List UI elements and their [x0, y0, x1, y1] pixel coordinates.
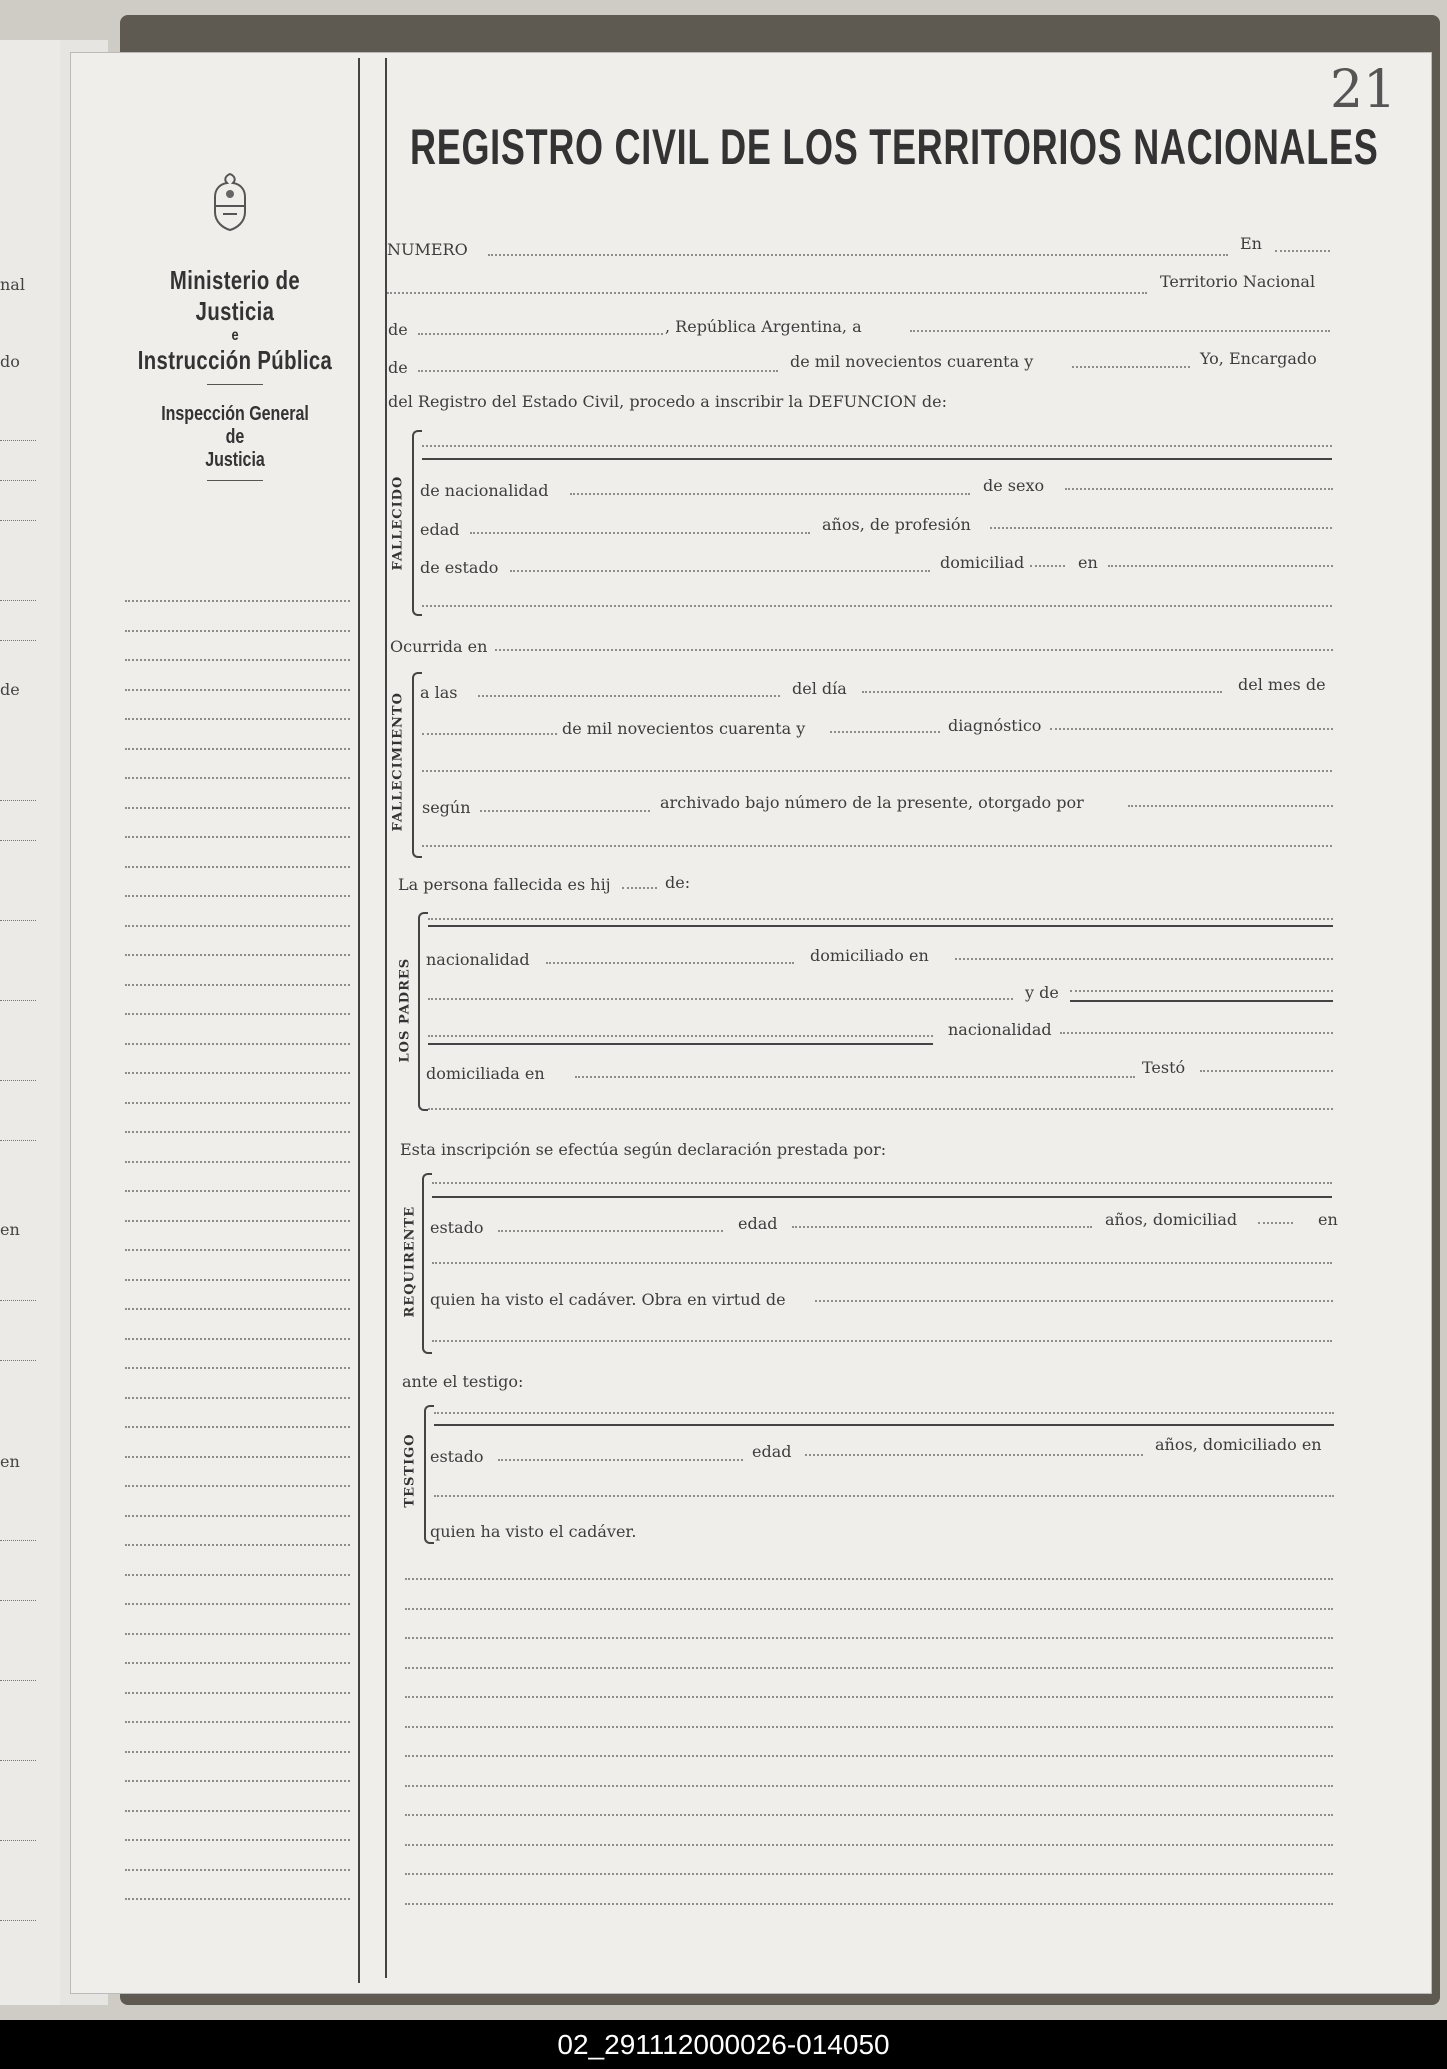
margin-ruled-line [125, 1220, 350, 1222]
segun-label: según [422, 798, 471, 817]
republica-label: , República Argentina, a [665, 317, 862, 336]
notes-ruled-line[interactable] [405, 1637, 1333, 1639]
margin-ruled-line [125, 1603, 350, 1605]
prev-page-fragment: de [0, 680, 20, 699]
margin-ruled-line [125, 1279, 350, 1281]
territorio-label: Territorio Nacional [1160, 272, 1316, 291]
prev-page-fragment: en [0, 1452, 20, 1471]
ministry-name-line: Instrucción Pública [137, 345, 333, 375]
mes-field[interactable] [418, 370, 778, 372]
margin-ruled-line [125, 1249, 350, 1251]
domicilio-requirente-field[interactable] [432, 1262, 1332, 1264]
inspection-line: Justicia [205, 449, 265, 471]
margin-ruled-line [125, 1043, 350, 1045]
yo-encargado-label: Yo, Encargado [1200, 349, 1317, 368]
hij-suffix-field[interactable] [622, 887, 657, 889]
numero-field[interactable] [488, 254, 1228, 256]
margin-ruled-line [125, 1869, 350, 1871]
margin-ruled-line [125, 954, 350, 956]
margin-ruled-line [125, 1751, 350, 1753]
page-number: 21 [1330, 60, 1397, 120]
en-label: En [1240, 234, 1262, 253]
margin-ruled-line [125, 1485, 350, 1487]
de-field[interactable] [418, 333, 663, 335]
fallecido-extra-field[interactable] [422, 605, 1332, 607]
edad-label: edad [420, 520, 460, 539]
padre-name-field[interactable] [428, 918, 1333, 920]
domiciliado-testigo-label: años, domiciliado en [1155, 1435, 1322, 1454]
notes-ruled-line[interactable] [405, 1785, 1333, 1787]
obra-virtud-label: quien ha visto el cadáver. Obra en virtud de [430, 1290, 786, 1309]
estado-label: de estado [420, 558, 499, 577]
margin-ruled-line [125, 1633, 350, 1635]
margin-ruled-line [125, 600, 350, 602]
scan-identifier: 02_291112000026-014050 [0, 2020, 1447, 2069]
margin-ruled-line [125, 630, 350, 632]
margin-ruled-line [125, 1898, 350, 1900]
margin-ruled-line [125, 1161, 350, 1163]
en-field[interactable] [1275, 250, 1330, 252]
margin-ruled-line [125, 1308, 350, 1310]
padres-section-label: LOS PADRES [397, 957, 413, 1063]
quien-visto-label: quien ha visto el cadáver. [430, 1522, 637, 1541]
domiciliad-suffix-field[interactable] [1030, 565, 1065, 567]
margin-ruled-line [125, 1072, 350, 1074]
persona-hij-label: La persona fallecida es hij [398, 875, 611, 894]
de-colon-label: de: [665, 873, 691, 892]
notes-ruled-line[interactable] [405, 1844, 1333, 1846]
mes-fallecimiento-field[interactable] [422, 733, 557, 735]
profesion-field[interactable] [990, 527, 1332, 529]
margin-ruled-line [125, 1456, 350, 1458]
edad-testigo-field[interactable] [805, 1454, 1143, 1456]
a-las-label: a las [420, 683, 458, 702]
esta-inscripcion-label: Esta inscripción se efectúa según declaración prestada por: [400, 1140, 887, 1159]
inspection-line: de [225, 426, 245, 448]
margin-ruled-line [125, 777, 350, 779]
otorgado-extra-field[interactable] [422, 845, 1332, 847]
requirente-extra-field[interactable] [432, 1340, 1332, 1342]
ocurrida-label: Ocurrida en [390, 637, 488, 656]
edad-testigo-label: edad [752, 1442, 792, 1461]
prev-page-fragment: nal [0, 275, 25, 294]
domiciliada-label: domiciliada en [426, 1064, 545, 1083]
edad-field[interactable] [470, 532, 810, 534]
margin-ruled-line [125, 1397, 350, 1399]
nacionalidad-field[interactable] [570, 493, 970, 495]
coat-of-arms-icon [205, 170, 255, 232]
sexo-field[interactable] [1065, 488, 1333, 490]
en-label-2: en [1078, 553, 1098, 572]
domicilio-padre-field[interactable] [955, 958, 1333, 960]
madre-rule [1070, 1000, 1333, 1002]
notes-ruled-line[interactable] [405, 1696, 1333, 1698]
del-mes-label: del mes de [1238, 675, 1326, 694]
otorgado-field[interactable] [1128, 805, 1333, 807]
de-label: de [388, 320, 408, 339]
domicilio-testigo-field[interactable] [434, 1495, 1334, 1497]
requirente-name-field[interactable] [432, 1182, 1332, 1184]
margin-ruled-line [125, 1131, 350, 1133]
notes-ruled-line[interactable] [405, 1755, 1333, 1757]
de-mil-label-2: de mil novecientos cuarenta y [562, 719, 806, 738]
segun-field[interactable] [480, 810, 650, 812]
fallecido-section-label: FALLECIDO [390, 475, 406, 571]
notes-ruled-line[interactable] [405, 1814, 1333, 1816]
estado-testigo-field[interactable] [498, 1459, 743, 1461]
ministry-name-line: Ministerio de Justicia [169, 265, 301, 326]
ano-field[interactable] [1072, 366, 1190, 368]
edad-requirente-field[interactable] [792, 1226, 1092, 1228]
de-label-2: de [388, 358, 408, 377]
dia-field[interactable] [862, 691, 1222, 693]
hora-field[interactable] [478, 695, 780, 697]
padres-extra-field[interactable] [428, 1108, 1333, 1110]
margin-ruled-line [125, 1426, 350, 1428]
margin-ruled-line [125, 807, 350, 809]
margin-ruled-line [125, 1190, 350, 1192]
profesion-label: años, de profesión [822, 515, 971, 534]
page-title: REGISTRO CIVIL DE LOS TERRITORIOS NACIONALES [410, 119, 1379, 175]
del-dia-label: del día [792, 679, 847, 698]
margin-ruled-line [125, 1721, 350, 1723]
testigo-name-field[interactable] [434, 1412, 1334, 1414]
requirente-rule [432, 1196, 1332, 1198]
obra-virtud-field[interactable] [815, 1300, 1333, 1302]
madre-name-field[interactable] [1070, 990, 1333, 992]
domiciliad-requirente-suffix-field[interactable] [1258, 1222, 1293, 1224]
notes-ruled-line[interactable] [405, 1726, 1333, 1728]
de-mil-label: de mil novecientos cuarenta y [790, 352, 1034, 371]
fallecido-name-field[interactable] [422, 445, 1332, 447]
diagnostico-extra-field[interactable] [422, 770, 1332, 772]
margin-ruled-line [125, 836, 350, 838]
margin-ruled-line [125, 866, 350, 868]
nacionalidad-madre-field[interactable] [1060, 1032, 1333, 1034]
domiciliad-label: domiciliad [940, 553, 1025, 572]
margin-ruled-line [125, 1839, 350, 1841]
notes-ruled-line[interactable] [405, 1578, 1333, 1580]
prev-page-fragment: do [0, 352, 20, 371]
margin-ruled-line [125, 748, 350, 750]
previous-page-edge [0, 40, 62, 2005]
requirente-section-label: REQUIRENTE [402, 1205, 418, 1318]
domicilio-madre-field[interactable] [575, 1076, 1135, 1078]
margin-ruled-line [125, 1338, 350, 1340]
ocurrida-field[interactable] [495, 649, 1333, 651]
domiciliado-label: domiciliado en [810, 946, 929, 965]
numero-label: NUMERO [387, 240, 468, 259]
margin-ruled-line [125, 1013, 350, 1015]
margin-ruled-line [125, 1367, 350, 1369]
del-registro-label: del Registro del Estado Civil, procedo a inscribir la DEFUNCION de: [388, 392, 948, 411]
estado-field[interactable] [510, 570, 930, 572]
diagnostico-label: diagnóstico [948, 716, 1042, 735]
ano-fallecimiento-field[interactable] [830, 731, 940, 733]
ante-testigo-label: ante el testigo: [402, 1372, 524, 1391]
testigo-section-label: TESTIGO [402, 1433, 418, 1508]
edad-requirente-label: edad [738, 1214, 778, 1233]
margin-ruled-line [125, 1662, 350, 1664]
archivado-label: archivado bajo número de la presente, otorgado por [660, 793, 1084, 812]
nacionalidad-padre-field[interactable] [546, 962, 794, 964]
madre-name-extra-field[interactable] [428, 1035, 933, 1037]
testo-field[interactable] [1200, 1070, 1333, 1072]
margin-ruled-line [125, 1692, 350, 1694]
ministry-conjunction: e [231, 327, 239, 344]
territorio-field[interactable] [387, 292, 1147, 294]
prev-page-fragment: en [0, 1220, 20, 1239]
margin-ruled-line [125, 1574, 350, 1576]
fecha-field[interactable] [910, 330, 1330, 332]
margin-ruled-line [125, 984, 350, 986]
inspection-line: Inspección General [161, 403, 309, 425]
notes-ruled-line[interactable] [405, 1873, 1333, 1875]
margin-ruled-line [125, 1544, 350, 1546]
estado-requirente-field[interactable] [498, 1230, 723, 1232]
notes-ruled-line[interactable] [405, 1903, 1333, 1905]
diagnostico-field[interactable] [1050, 728, 1333, 730]
nacionalidad-madre-label: nacionalidad [948, 1020, 1052, 1039]
margin-ruled-line [125, 925, 350, 927]
margin-ruled-line [125, 689, 350, 691]
testo-label: Testó [1142, 1058, 1186, 1077]
estado-requirente-label: estado [430, 1218, 484, 1237]
nacionalidad-label: de nacionalidad [420, 481, 549, 500]
en-requirente-label: en [1318, 1210, 1338, 1229]
fallecimiento-section-label: FALLECIMIENTO [390, 692, 406, 832]
margin-ruled-line [125, 659, 350, 661]
sexo-label: de sexo [983, 476, 1045, 495]
y-de-label: y de [1025, 983, 1059, 1002]
ministry-header [110, 265, 360, 489]
requirente-bracket [422, 1173, 432, 1354]
nacionalidad-padre-label: nacionalidad [426, 950, 530, 969]
domicilio-field[interactable] [1108, 565, 1333, 567]
padres-rule [428, 925, 1333, 927]
notes-ruled-line[interactable] [405, 1608, 1333, 1610]
margin-ruled-line [125, 1515, 350, 1517]
domicilio-padre-extra-field[interactable] [428, 998, 1013, 1000]
margin-ruled-line [125, 718, 350, 720]
margin-ruled-line [125, 1102, 350, 1104]
madre-rule-2 [428, 1043, 933, 1045]
notes-ruled-line[interactable] [405, 1667, 1333, 1669]
testigo-rule [434, 1424, 1334, 1426]
margin-ruled-line [125, 895, 350, 897]
margin-ruled-line [125, 1810, 350, 1812]
margin-ruled-line [125, 1780, 350, 1782]
fallecido-rule [422, 458, 1332, 460]
domiciliad-requirente-label: años, domiciliad [1105, 1210, 1238, 1229]
estado-testigo-label: estado [430, 1447, 484, 1466]
